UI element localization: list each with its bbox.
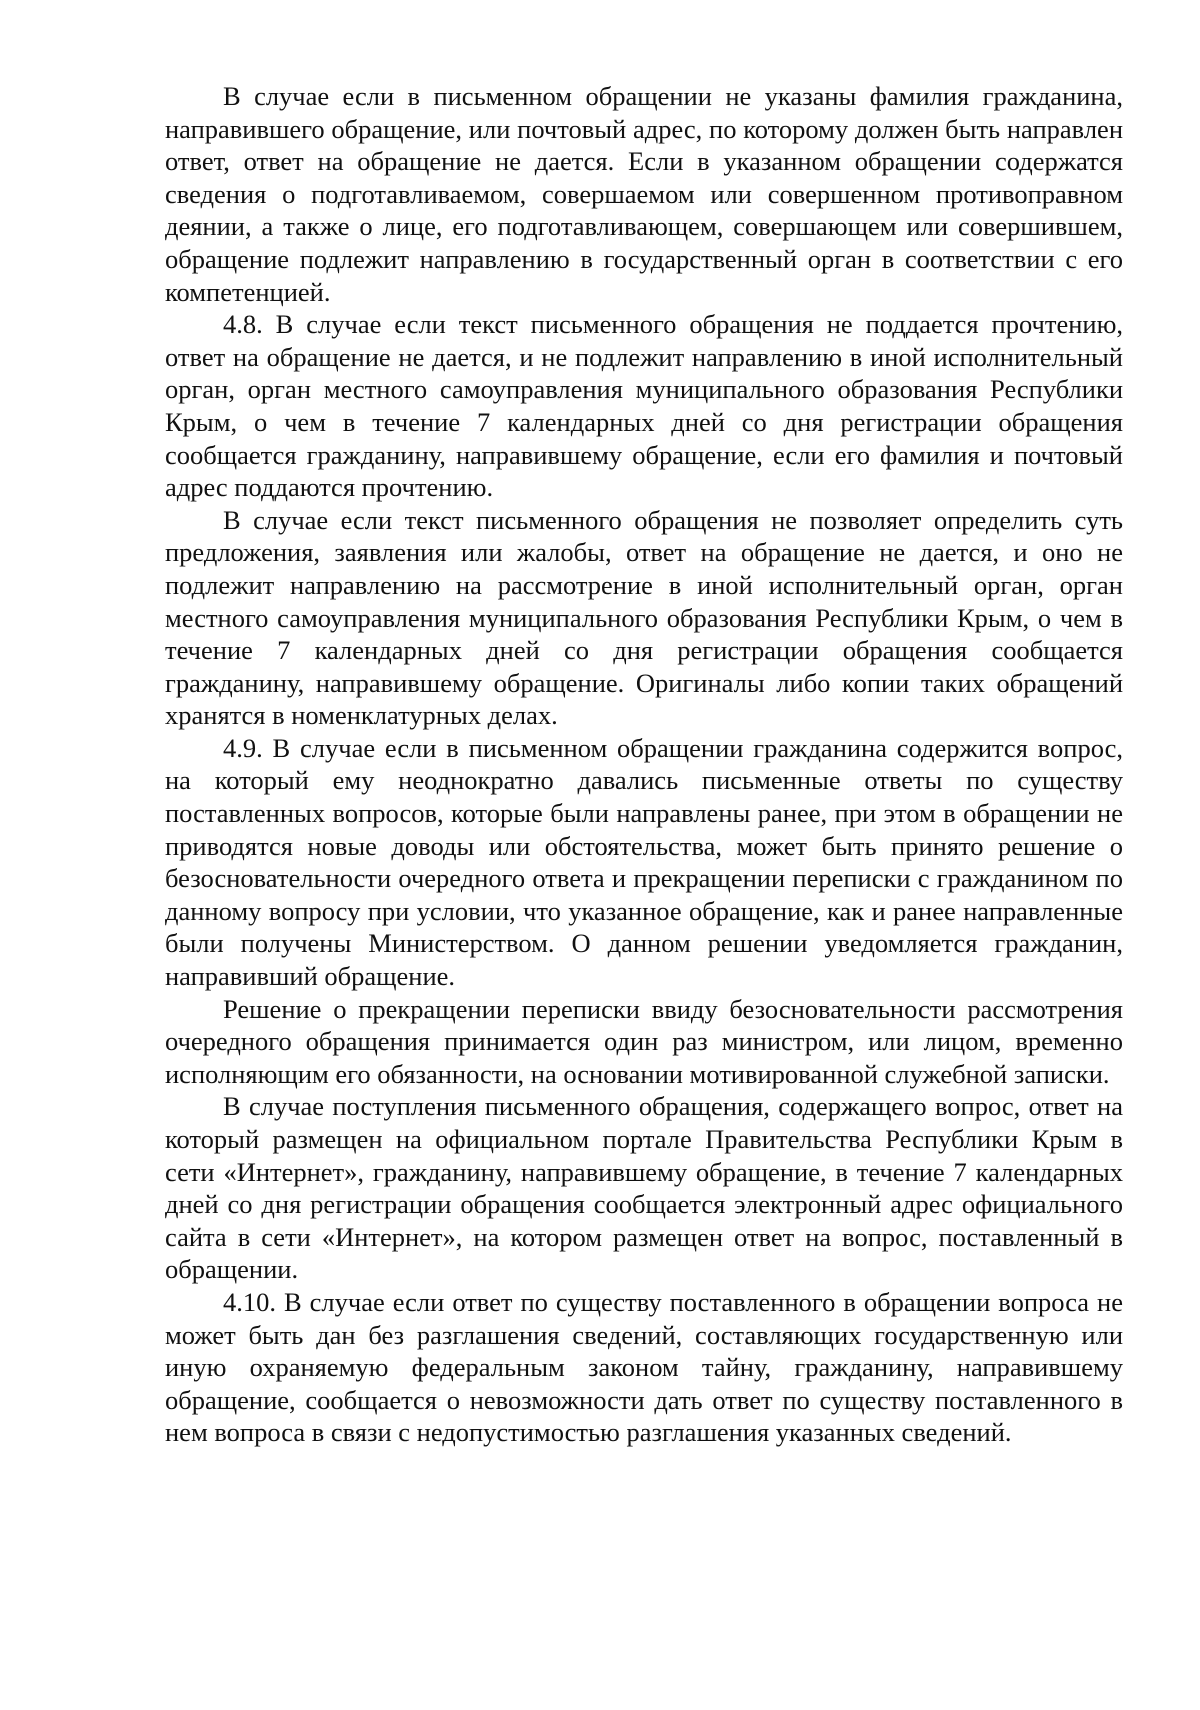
document-body [165,80,1123,1449]
paragraph-unclear-essence: В случае если текст письменного обращения не позволяет определить суть предложения, заявления или жалобы, ответ на обращение не дается, и оно не подлежит направлению на рассмотрение в иной исполнительный орган, орган местного самоуправления муниципального образования Республики Крым, о чем в течение 7 календарных дней со дня регистрации обращения сообщается гражданину, направившему обращение. Оригиналы либо копии таких обращений хранятся в номенклатурных делах. [165,504,1123,731]
paragraph-4-10: 4.10. В случае если ответ по существу поставленного в обращении вопроса не может быть дан без разглашения сведений, составляющих государственную или иную охраняемую федеральным законом тайну, гражданину, направившему обращение, сообщается о невозможности дать ответ по существу поставленного в нем вопроса в связи с недопустимостью разглашения указанных сведений. [165,1286,1123,1448]
paragraph-termination-decision: Решение о прекращении переписки ввиду безосновательности рассмотрения очередного обращения принимается один раз министром, или лицом, временно исполняющим его обязанности, на основании мотивированной служебной записки. [165,993,1123,1089]
paragraph-internet-portal: В случае поступления письменного обращения, содержащего вопрос, ответ на который размещен на официальном портале Правительства Республики Крым в сети «Интернет», гражданину, направившему обращение, в течение 7 календарных дней со дня регистрации обращения сообщается электронный адрес официального сайта в сети «Интернет», на котором размещен ответ на вопрос, поставленный в обращении. [165,1091,1123,1285]
paragraph-4-8: 4.8. В случае если текст письменного обращения не поддается прочтению, ответ на обращение не дается, и не подлежит направлению в иной исполнительный орган, орган местного самоуправления муниципального образования Республики Крым, о чем в течение 7 календарных дней со дня регистрации обращения сообщается гражданину, направившему обращение, если его фамилия и почтовый адрес поддаются прочтению. [165,309,1123,503]
paragraph-4-9: 4.9. В случае если в письменном обращении гражданина содержится вопрос, на который ему неоднократно давались письменные ответы по существу поставленных вопросов, которые были направлены ранее, при этом в обращении не приводятся новые доводы или обстоятельства, может быть принято решение о безосновательности очередного ответа и прекращении переписки с гражданином по данному вопросу при условии, что указанное обращение, как и ранее направленные были получены Министерством. О данном решении уведомляется гражданин, направивший обращение. [165,732,1123,992]
paragraph-anonymous-appeal: В случае если в письменном обращении не указаны фамилия гражданина, направившего обращение, или почтовый адрес, по которому должен быть направлен ответ, ответ на обращение не дается. Если в указанном обращении содержатся сведения о подготавливаемом, совершаемом или совершенном противоправном деянии, а также о лице, его подготавливающем, совершающем или совершившем, обращение подлежит направлению в государственный орган в соответствии с его компетенцией. [165,81,1123,307]
